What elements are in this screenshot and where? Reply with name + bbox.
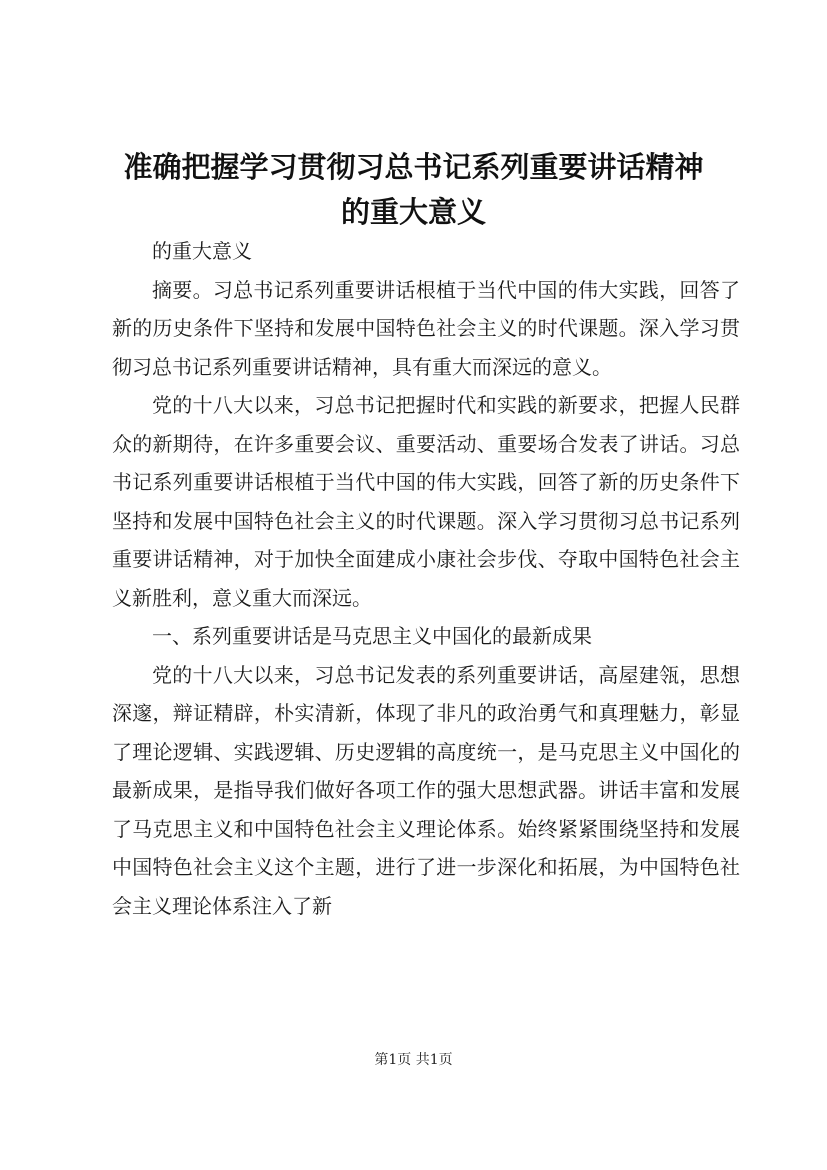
abstract-paragraph: 摘要。习总书记系列重要讲话根植于当代中国的伟大实践，回答了新的历史条件下坚持和发展中国特色社会主义的时代课题。深入学习贯彻习总书记系列重要讲话精神，具有重大而深远的意义。 — [112, 277, 740, 379]
document-body — [112, 232, 740, 925]
subtitle-paragraph: 的重大意义 — [152, 239, 252, 263]
document-title-line2: 的重大意义 — [340, 195, 486, 229]
body-paragraph: 党的十八大以来，习总书记把握时代和实践的新要求，把握人民群众的新期待，在许多重要会议、重要活动、重要场合发表了讲话。习总书记系列重要讲话根植于当代中国的伟大实践，回答了新的历史条件下坚持和发展中国特色社会主义的时代课题。深入学习贯彻习总书记系列重要讲话精神，对于加快全面建成小康社会步伐、夺取中国特色社会主义新胜利，意义重大而深远。 — [112, 393, 740, 610]
body-paragraph: 党的十八大以来，习总书记发表的系列重要讲话，高屋建瓴，思想深邃，辩证精辟，朴实清新，体现了非凡的政治勇气和真理魅力，彰显了理论逻辑、实践逻辑、历史逻辑的高度统一，是马克思主义中国化的最新成果，是指导我们做好各项工作的强大思想武器。讲话丰富和发展了马克思主义和中国特色社会主义理论体系。始终紧紧围绕坚持和发展中国特色社会主义这个主题，进行了进一步深化和拓展，为中国特色社会主义理论体系注入了新 — [112, 662, 740, 918]
section-heading: 一、系列重要讲话是马克思主义中国化的最新成果 — [152, 624, 592, 648]
document-title-line1: 准确把握学习贯彻习总书记系列重要讲话精神 — [123, 150, 704, 184]
page-footer: 第1页 共1页 — [374, 1052, 453, 1068]
